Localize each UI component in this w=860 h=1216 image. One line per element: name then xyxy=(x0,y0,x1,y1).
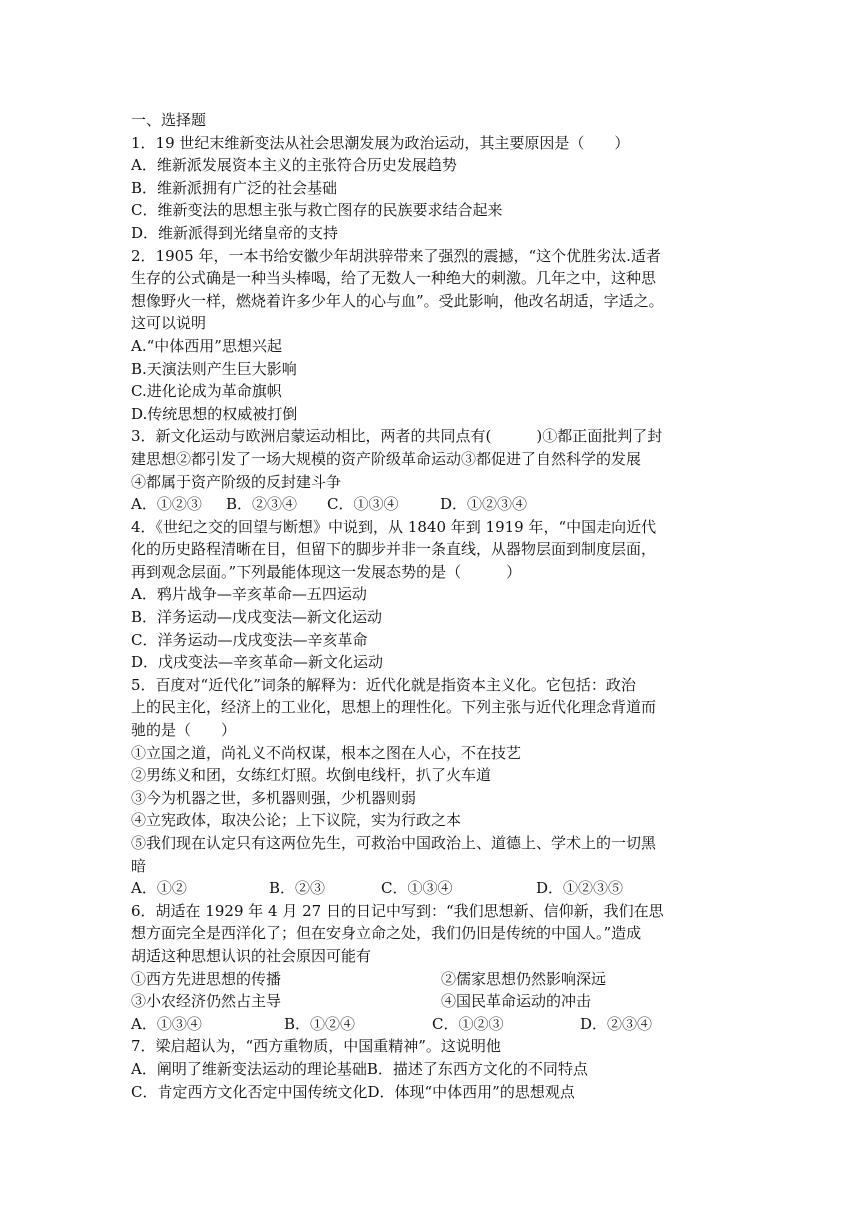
statement-2: ②男练义和团，女练红灯照。坎倒电线杆，扒了火车道 xyxy=(131,766,492,785)
question-stem-line: 建思想②都引发了一场大规模的资产阶级革命运动③都促进了自然科学的发展 xyxy=(131,449,642,468)
option-c: C．①②③ xyxy=(432,1014,504,1033)
option-b: B．维新派拥有广泛的社会基础 xyxy=(131,178,338,197)
option-d: D．②③④ xyxy=(580,1014,653,1033)
option-b: B.天演法则产生巨大影响 xyxy=(131,359,297,378)
question-stem-line: 想方面完全是西洋化了；但在安身立命之处，我们仍旧是传统的中国人。”造成 xyxy=(131,924,642,943)
option-a: A．维新派发展资本主义的主张符合历史发展趋势 xyxy=(131,156,457,175)
option-c: C．洋务运动—戊戌变法—辛亥革命 xyxy=(131,630,368,649)
statement-3: ③今为机器之世，多机器则强，少机器则弱 xyxy=(131,788,417,807)
option-c: C．①③④ xyxy=(327,495,399,514)
option-c: C．维新变法的思想主张与救亡图存的民族要求结合起来 xyxy=(131,201,503,220)
question-stem-line: 想像野火一样，燃烧着许多少年人的心与血”。受此影响，他改名胡适，字适之。 xyxy=(131,291,664,310)
question-stem-line: 6．胡适在 1929 年 4 月 27 日的日记中写到：“我们思想新、信仰新，我们在思 xyxy=(131,901,664,920)
option-a: A．①② xyxy=(131,879,187,898)
statement-3: ③小农经济仍然占主导 xyxy=(131,992,282,1011)
option-b: B．②③④ xyxy=(226,495,298,514)
option-a: A．鸦片战争—辛亥革命—五四运动 xyxy=(131,585,367,604)
option-d: D．①②③⑤ xyxy=(536,879,624,898)
options-row xyxy=(131,493,731,516)
option-d: D．维新派得到光绪皇帝的支持 xyxy=(131,223,339,242)
statement-1: ①立国之道，尚礼义不尚权谋，根本之图在人心，不在技艺 xyxy=(131,743,522,762)
statement-5-continued: 暗 xyxy=(131,856,147,875)
option-a: A．阐明了维新变法运动的理论基础 xyxy=(131,1059,367,1078)
option-c: C．肯定西方文化否定中国传统文化 xyxy=(131,1082,368,1101)
question-stem-line: 4．《世纪之交的回望与断想》中说到，从 1840 年到 1919 年，“中国走向近代 xyxy=(131,517,657,536)
question-stem-line: 2．1905 年，一本书给安徽少年胡洪骍带来了强烈的震撼，“这个优胜劣汰.适者 xyxy=(131,246,661,265)
option-b: B．①②④ xyxy=(284,1014,356,1033)
option-a: A．①③④ xyxy=(131,1014,202,1033)
statement-pair-row xyxy=(131,968,731,991)
option-d: D．戊戌变法—辛亥革命—新文化运动 xyxy=(131,653,384,672)
question-5 xyxy=(131,674,731,900)
question-2 xyxy=(131,245,731,426)
option-c: C．①③④ xyxy=(381,879,453,898)
statement-4: ④国民革命运动的冲击 xyxy=(441,992,592,1011)
option-d: D．①②③④ xyxy=(440,495,528,514)
question-stem-line: 上的民主化，经济上的工业化，思想上的理性化。下列主张与近代化理念背道而 xyxy=(131,698,657,717)
question-3 xyxy=(131,425,731,515)
option-b: B．②③ xyxy=(269,879,326,898)
option-d: D.传统思想的权威被打倒 xyxy=(131,404,298,423)
question-stem-line: 化的历史路程清晰在目，但留下的脚步并非一条直线，从器物层面到制度层面， xyxy=(131,540,657,559)
question-stem: 1．19 世纪末维新变法从社会思潮发展为政治运动，其主要原因是（ ） xyxy=(131,133,630,152)
statement-1: ①西方先进思想的传播 xyxy=(131,969,282,988)
statement-pair-row xyxy=(131,990,731,1013)
option-pair-row xyxy=(131,1058,731,1081)
question-stem-line: 这可以说明 xyxy=(131,314,207,333)
option-b: B．描述了东西方文化的不同特点 xyxy=(366,1059,588,1078)
question-stem-line: 胡适这种思想认识的社会原因可能有 xyxy=(131,946,372,965)
exam-content xyxy=(131,109,731,1103)
question-4 xyxy=(131,516,731,674)
question-stem-line: 5．百度对“近代化”词条的解释为：近代化就是指资本主义化。它包括：政治 xyxy=(131,675,636,694)
question-7 xyxy=(131,1035,731,1103)
statement-5: ⑤我们现在认定只有这两位先生，可救治中国政治上、道德上、学术上的一切黑 xyxy=(131,834,657,852)
statement-4: ④立宪政体，取决公论；上下议院，实为行政之本 xyxy=(131,811,462,830)
question-stem-line: 3．新文化运动与欧洲启蒙运动相比，两者的共同点有( )①都正面批判了封 xyxy=(131,427,663,446)
question-stem-line: 驰的是（ ） xyxy=(131,721,237,740)
question-6 xyxy=(131,900,731,1036)
question-stem-line: ④都属于资产阶级的反封建斗争 xyxy=(131,472,342,491)
option-c: C.进化论成为革命旗帜 xyxy=(131,382,282,401)
option-a: A．①②③ xyxy=(131,495,202,514)
option-b: B．洋务运动—戊戌变法—新文化运动 xyxy=(131,608,383,627)
option-pair-row xyxy=(131,1081,731,1104)
question-stem-line: 7．梁启超认为，“西方重物质，中国重精神”。这说明他 xyxy=(131,1037,501,1056)
options-row xyxy=(131,877,731,900)
option-d: D．体现“中体西用”的思想观点 xyxy=(367,1082,575,1101)
option-a: A.“中体西用”思想兴起 xyxy=(131,336,282,355)
question-stem-line: 生存的公式确是一种当头棒喝，给了无数人一种绝大的刺激。几年之中，这种思 xyxy=(131,269,657,288)
statement-2: ②儒家思想仍然影响深远 xyxy=(441,969,607,988)
section-title: 一、选择题 xyxy=(131,111,207,129)
question-stem-line: 再到观念层面。”下列最能体现这一发展态势的是（ ） xyxy=(131,562,522,581)
options-row xyxy=(131,1013,731,1036)
question-1 xyxy=(131,132,731,245)
